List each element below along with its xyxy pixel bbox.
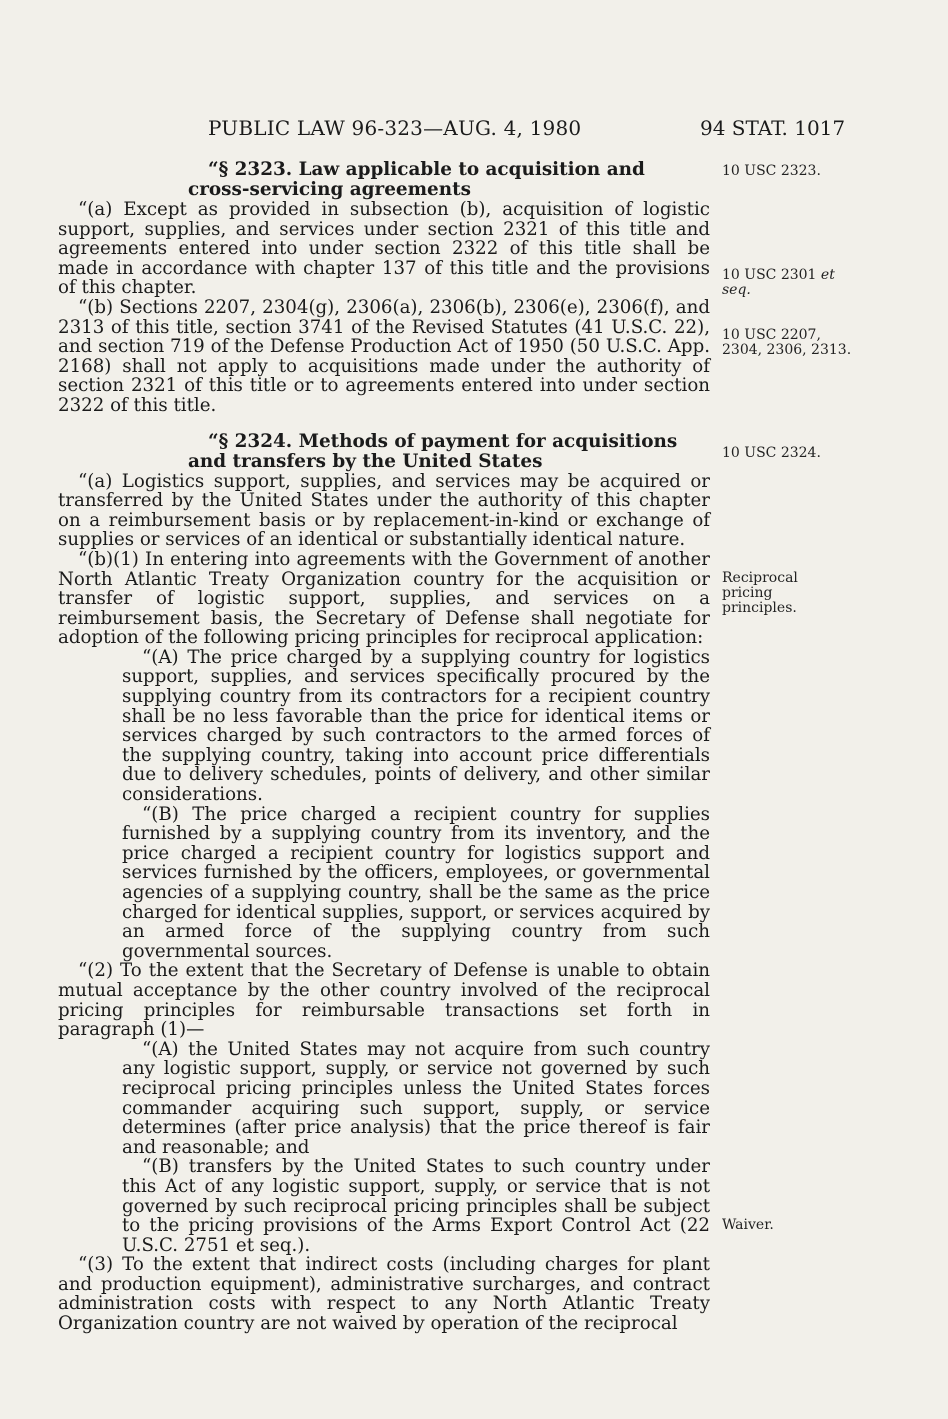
- section-2323-a: “(a) Except as provided in subsection (b), acquisition of logistic support, supplies, and services under section 2321 of this title and agreements entered into under section 2322 of this title shall be made in accordance with chapter 137 of this title and the provisions of this chapter.: [58, 199, 710, 299]
- margin-note-usc-2323: 10 USC 2323.: [722, 163, 821, 179]
- margin-note-usc-2324: 10 USC 2324.: [722, 445, 821, 461]
- section-2324-b2-A: “(A) the United States may not acquire from such country any logistic support, supply, or service not governed by such reciprocal pricing principles unless the United States forces commander acquiring such support, supply, or service determines (after price analysis) that the price thereof is fair and reasonable; and: [122, 1038, 710, 1158]
- section-2323-b: “(b) Sections 2207, 2304(g), 2306(a), 2306(b), 2306(e), 2306(f), and 2313 of this title, section 3741 of the Revised Statutes (41 U.S.C. 22), and section 719 of the Defense Production Act of 1950 (50 U.S.C. App. 2168) shall not apply to acquisitions made under the authority of section 2321 of this title or to agreements entered into under section 2322 of this title.: [58, 296, 710, 416]
- section-2324-heading: “§ 2324. Methods of payment for acquisitions and transfers by the United States: [188, 430, 678, 472]
- section-2324-b2-B: “(B) transfers by the United States to such country under this Act of any logistic support, supply, or service that is not governed by such reciprocal pricing principles shall be subject to the pricing provisions of the Arms Export Control Act (22 U.S.C. 2751 et seq.).: [122, 1156, 710, 1256]
- section-2323-heading: “§ 2323. Law applicable to acquisition and cross-servicing agreements: [188, 159, 645, 200]
- stat-reference: 94 STAT. 1017: [700, 116, 846, 140]
- law-title: PUBLIC LAW 96-323—AUG. 4, 1980: [208, 116, 582, 140]
- page-header: [0, 116, 948, 146]
- main-text-column: [58, 160, 710, 1334]
- section-2324-a: “(a) Logistics support, supplies, and services may be acquired or transferred by the United States under the authority of this chapter on a reimbursement basis or by replacement-in-kind or exchange of supplies or services of an identical or substantially identical nature.: [58, 470, 710, 551]
- section-2324-b3: “(3) To the extent that indirect costs (including charges for plant and production equipment), administrative surcharges, and contract administration costs with respect to any North Atlantic Treaty Organization country are not waived by operation of the reciprocal: [58, 1254, 710, 1335]
- section-2324-b2: “(2) To the extent that the Secretary of Defense is unable to obtain mutual acceptance by the other country involved of the reciprocal pricing principles for reimbursable transactions set forth in paragraph (1)—: [58, 960, 710, 1041]
- section-2324-b1-A: “(A) The price charged by a supplying country for logistics support, supplies, and services specifically procured by the supplying country from its contractors for a recipient country shall be no less favorable than the price for identical items or services charged by such contractors to the armed forces of the supplying country, taking into account price differentials due to delivery schedules, points of delivery, and other similar considerations.: [122, 646, 710, 806]
- section-2324-b1-B: “(B) The price charged a recipient country for supplies furnished by a supplying country from its inventory, and the price charged a recipient country for logistics support and services furnished by the officers, employees, or governmental agencies of a supplying country, shall be the same as the price charged for identical supplies, support, or services acquired by an armed force of the supplying country from such governmental sources.: [122, 803, 710, 962]
- margin-note-usc-2301: 10 USC 2301 et seq.: [722, 267, 835, 298]
- margin-note-reciprocal-pricing: Reciprocal pricing principles.: [722, 570, 798, 616]
- margin-note-usc-multi: 10 USC 2207, 2304, 2306, 2313.: [722, 327, 852, 358]
- section-2324-b1: “(b)(1) In entering into agreements with the Government of another North Atlantic Treaty Organization country for the acquisition or transfer of logistic support, supplies, and services on a reimbursement basis, the Secretary of Defense shall negotiate for adoption of the following pricing principles for reciprocal application:: [58, 548, 710, 649]
- margin-note-waiver: Waiver.: [722, 1217, 774, 1233]
